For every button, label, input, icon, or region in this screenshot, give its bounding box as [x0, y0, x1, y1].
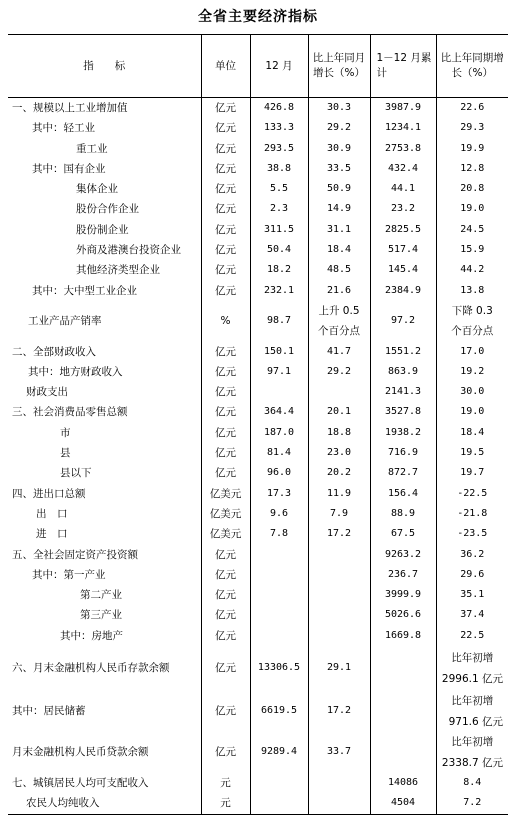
yoy-month-value: 7.9: [308, 504, 370, 524]
month-value: [250, 773, 308, 793]
unit-cell: 亿元: [201, 423, 250, 443]
cumulative-value: 2753.8: [370, 139, 436, 159]
unit-cell: 亿元: [201, 691, 250, 732]
indicator-name: 工业产品产销率: [28, 315, 102, 328]
yoy-cumulative-value: 19.9: [436, 139, 508, 159]
month-value: 293.5: [250, 139, 308, 159]
month-value: [250, 793, 308, 814]
cumulative-value: 517.4: [370, 240, 436, 260]
table-row: [8, 524, 508, 544]
unit-cell: 亿元: [201, 545, 250, 565]
indicator-name: 其中：国有企业: [32, 162, 106, 175]
yoy-cumulative-value: 13.8: [436, 281, 508, 301]
yoy-cumulative-value: 24.5: [436, 220, 508, 240]
unit-cell: 亿元: [201, 565, 250, 585]
cumulative-value: [370, 732, 436, 773]
indicator-name: 月末金融机构人民币贷款余额: [12, 746, 149, 759]
yoy-cumulative-value: 19.0: [436, 199, 508, 219]
month-value: 98.7: [250, 301, 308, 342]
table-row: [8, 362, 508, 382]
table-row: [8, 260, 508, 280]
indicator-name: 农民人均纯收入: [26, 797, 100, 810]
yoy-month-value: 29.2: [308, 118, 370, 138]
yoy-cumulative-value-line1: 比年初增: [451, 736, 494, 749]
unit-cell: 亿元: [201, 159, 250, 179]
table-row: [8, 484, 508, 504]
cumulative-value: 1551.2: [370, 342, 436, 362]
indicator-name: 五、全社会固定资产投资额: [12, 548, 138, 561]
yoy-month-value: 29.2: [308, 362, 370, 382]
month-value: 13306.5: [250, 646, 308, 691]
header-row: [8, 35, 508, 98]
table-row: [8, 773, 508, 793]
month-value: 38.8: [250, 159, 308, 179]
header-yoy-cumulative: 比上年同期增长（%）: [436, 35, 508, 98]
table-row: [8, 605, 508, 625]
table-row: [8, 585, 508, 605]
table-row: [8, 220, 508, 240]
table-row: [8, 463, 508, 483]
indicator-name: 其中：轻工业: [32, 122, 95, 135]
yoy-cumulative-value: 29.3: [436, 118, 508, 138]
month-value: 18.2: [250, 260, 308, 280]
unit-cell: 亿元: [201, 179, 250, 199]
table-row: [8, 646, 508, 691]
indicator-name: 其中：房地产: [60, 629, 123, 642]
cumulative-value: 1234.1: [370, 118, 436, 138]
yoy-month-value: 14.9: [308, 199, 370, 219]
table-row: [8, 402, 508, 422]
yoy-cumulative-value: 19.7: [436, 463, 508, 483]
indicator-name: 股份制企业: [76, 223, 129, 236]
month-value: 232.1: [250, 281, 308, 301]
header-yoy-month: 比上年同月增长（%）: [308, 35, 370, 98]
table-row: [8, 342, 508, 362]
month-value: [250, 565, 308, 585]
table-row: [8, 691, 508, 732]
yoy-cumulative-value-line1: 比年初增: [451, 652, 494, 665]
header-unit: 单位: [201, 35, 250, 98]
month-value: 81.4: [250, 443, 308, 463]
indicator-name: 财政支出: [26, 386, 68, 399]
month-value: [250, 626, 308, 646]
month-value: [250, 545, 308, 565]
table-row: [8, 504, 508, 524]
indicator-name: 出 口: [36, 507, 68, 520]
indicator-name: 七、城镇居民人均可支配收入: [12, 777, 149, 790]
yoy-month-value: [308, 585, 370, 605]
month-value: 6619.5: [250, 691, 308, 732]
cumulative-value: 872.7: [370, 463, 436, 483]
cumulative-value: 14086: [370, 773, 436, 793]
month-value: 311.5: [250, 220, 308, 240]
cumulative-value: 156.4: [370, 484, 436, 504]
month-value: 2.3: [250, 199, 308, 219]
yoy-cumulative-value: [436, 732, 508, 773]
indicator-name: 其他经济类型企业: [76, 264, 160, 277]
yoy-cumulative-value: [436, 301, 508, 342]
cumulative-value: 67.5: [370, 524, 436, 544]
indicator-name: 进 口: [36, 528, 68, 541]
yoy-month-value: [308, 565, 370, 585]
table-title: 全省主要经济指标: [198, 9, 318, 25]
yoy-month-value: 20.2: [308, 463, 370, 483]
month-value: 50.4: [250, 240, 308, 260]
unit-cell: %: [201, 301, 250, 342]
indicator-name: 其中：第一产业: [32, 568, 106, 581]
yoy-month-value: 11.9: [308, 484, 370, 504]
indicator-name: 一、规模以上工业增加值: [12, 102, 128, 114]
yoy-month-value: 17.2: [308, 524, 370, 544]
yoy-cumulative-value: 29.6: [436, 565, 508, 585]
table-row: [8, 199, 508, 219]
table-row: [8, 301, 508, 342]
indicator-name: 股份合作企业: [76, 203, 139, 216]
indicator-name: 四、进出口总额: [12, 487, 86, 500]
yoy-cumulative-value-line1: 下降 0.3: [451, 304, 493, 317]
month-value: 7.8: [250, 524, 308, 544]
indicator-name: 六、月末金融机构人民币存款余额: [12, 662, 170, 675]
table-row: [8, 139, 508, 159]
header-indicator: 指 标: [8, 35, 201, 98]
month-value: [250, 382, 308, 402]
yoy-cumulative-value-line2: 971.6 亿元: [448, 715, 503, 728]
cumulative-value: 145.4: [370, 260, 436, 280]
cumulative-value: 2825.5: [370, 220, 436, 240]
yoy-month-value: 18.8: [308, 423, 370, 443]
yoy-cumulative-value: 19.0: [436, 402, 508, 422]
indicator-name: 其中：居民储蓄: [12, 705, 86, 718]
unit-cell: 亿美元: [201, 484, 250, 504]
yoy-cumulative-value: 44.2: [436, 260, 508, 280]
unit-cell: 亿元: [201, 605, 250, 625]
yoy-month-value: 50.9: [308, 179, 370, 199]
unit-cell: 亿元: [201, 139, 250, 159]
month-value: [250, 605, 308, 625]
yoy-cumulative-value: 22.5: [436, 626, 508, 646]
unit-cell: 亿元: [201, 199, 250, 219]
month-value: [250, 585, 308, 605]
cumulative-value: 2384.9: [370, 281, 436, 301]
cumulative-value: 3527.8: [370, 402, 436, 422]
indicator-name: 其中：地方财政收入: [28, 365, 123, 378]
yoy-cumulative-value: [436, 691, 508, 732]
cumulative-value: 23.2: [370, 199, 436, 219]
unit-cell: 亿元: [201, 585, 250, 605]
yoy-month-value: [308, 545, 370, 565]
month-value: 426.8: [250, 98, 308, 119]
yoy-month-value: 23.0: [308, 443, 370, 463]
yoy-cumulative-value: 35.1: [436, 585, 508, 605]
month-value: 150.1: [250, 342, 308, 362]
unit-cell: 亿元: [201, 362, 250, 382]
yoy-cumulative-value: -22.5: [436, 484, 508, 504]
month-value: 17.3: [250, 484, 308, 504]
economic-indicators-table: [8, 34, 508, 815]
yoy-month-value: 33.7: [308, 732, 370, 773]
yoy-month-value: [308, 773, 370, 793]
month-value: 9.6: [250, 504, 308, 524]
indicator-name: 二、全部财政收入: [12, 345, 96, 358]
yoy-month-value: 30.3: [308, 98, 370, 119]
yoy-cumulative-value: 12.8: [436, 159, 508, 179]
cumulative-value: 5026.6: [370, 605, 436, 625]
unit-cell: 亿元: [201, 342, 250, 362]
yoy-month-value: [308, 382, 370, 402]
table-row: [8, 98, 508, 119]
yoy-month-value-line2: 个百分点: [318, 325, 360, 338]
yoy-cumulative-value: 7.2: [436, 793, 508, 814]
month-value: 96.0: [250, 463, 308, 483]
table-row: [8, 732, 508, 773]
table-row: [8, 281, 508, 301]
indicator-name: 三、社会消费品零售总额: [12, 406, 128, 419]
table-row: [8, 423, 508, 443]
yoy-cumulative-value: 19.5: [436, 443, 508, 463]
yoy-cumulative-value: [436, 646, 508, 691]
cumulative-value: 1938.2: [370, 423, 436, 443]
month-value: 97.1: [250, 362, 308, 382]
yoy-cumulative-value: 8.4: [436, 773, 508, 793]
yoy-month-value: [308, 793, 370, 814]
cumulative-value: 44.1: [370, 179, 436, 199]
table-row: [8, 118, 508, 138]
yoy-cumulative-value-line2: 2338.7 亿元: [441, 756, 503, 769]
yoy-cumulative-value-line2: 个百分点: [451, 325, 494, 338]
unit-cell: 亿元: [201, 626, 250, 646]
unit-cell: 亿元: [201, 118, 250, 138]
cumulative-value: 236.7: [370, 565, 436, 585]
cumulative-value: 863.9: [370, 362, 436, 382]
yoy-cumulative-value: 17.0: [436, 342, 508, 362]
header-cumulative: 1－12 月累 计: [370, 35, 436, 98]
unit-cell: 亿元: [201, 98, 250, 119]
cumulative-value: 9263.2: [370, 545, 436, 565]
indicator-name: 外商及港澳台投资企业: [76, 244, 181, 257]
yoy-cumulative-value: 37.4: [436, 605, 508, 625]
cumulative-value: 432.4: [370, 159, 436, 179]
cumulative-value: 1669.8: [370, 626, 436, 646]
indicator-name: 集体企业: [76, 183, 118, 196]
indicator-name: 重工业: [76, 142, 108, 155]
yoy-month-value: 18.4: [308, 240, 370, 260]
unit-cell: 亿元: [201, 281, 250, 301]
unit-cell: 元: [201, 793, 250, 814]
yoy-month-value: 30.9: [308, 139, 370, 159]
yoy-cumulative-value: -21.8: [436, 504, 508, 524]
yoy-cumulative-value: 30.0: [436, 382, 508, 402]
yoy-cumulative-value: 20.8: [436, 179, 508, 199]
indicator-name: 市: [60, 426, 71, 439]
yoy-month-value: 29.1: [308, 646, 370, 691]
yoy-cumulative-value: -23.5: [436, 524, 508, 544]
unit-cell: 亿元: [201, 463, 250, 483]
month-value: 9289.4: [250, 732, 308, 773]
table-row: [8, 240, 508, 260]
yoy-month-value: [308, 626, 370, 646]
unit-cell: 亿元: [201, 220, 250, 240]
yoy-cumulative-value-line2: 2996.1 亿元: [441, 672, 503, 685]
indicator-name: 县: [60, 447, 71, 460]
yoy-cumulative-value: 15.9: [436, 240, 508, 260]
table-row: [8, 382, 508, 402]
unit-cell: 亿美元: [201, 504, 250, 524]
unit-cell: 亿元: [201, 443, 250, 463]
unit-cell: 亿元: [201, 646, 250, 691]
unit-cell: 亿美元: [201, 524, 250, 544]
cumulative-value: 3987.9: [370, 98, 436, 119]
table-row: [8, 179, 508, 199]
table-row: [8, 545, 508, 565]
yoy-cumulative-value: 36.2: [436, 545, 508, 565]
yoy-month-value: 33.5: [308, 159, 370, 179]
month-value: 187.0: [250, 423, 308, 443]
month-value: 364.4: [250, 402, 308, 422]
table-row: [8, 565, 508, 585]
yoy-month-value: 20.1: [308, 402, 370, 422]
cumulative-value: 4504: [370, 793, 436, 814]
yoy-cumulative-value: 22.6: [436, 98, 508, 119]
cumulative-value: 2141.3: [370, 382, 436, 402]
table-row: [8, 793, 508, 814]
yoy-month-value-line1: 上升 0.5: [318, 304, 360, 317]
yoy-month-value: 41.7: [308, 342, 370, 362]
unit-cell: 亿元: [201, 382, 250, 402]
indicator-name: 第三产业: [80, 609, 122, 622]
yoy-cumulative-value: 18.4: [436, 423, 508, 443]
unit-cell: 亿元: [201, 240, 250, 260]
cumulative-value: 3999.9: [370, 585, 436, 605]
yoy-month-value: 21.6: [308, 281, 370, 301]
yoy-cumulative-value-line1: 比年初增: [451, 695, 494, 708]
unit-cell: 亿元: [201, 732, 250, 773]
month-value: 5.5: [250, 179, 308, 199]
cumulative-value: 97.2: [370, 301, 436, 342]
yoy-month-value: 17.2: [308, 691, 370, 732]
indicator-name: 县以下: [60, 467, 92, 480]
unit-cell: 亿元: [201, 260, 250, 280]
unit-cell: 亿元: [201, 402, 250, 422]
header-month: 12 月: [250, 35, 308, 98]
cumulative-value: [370, 646, 436, 691]
indicator-name: 第二产业: [80, 589, 122, 602]
yoy-month-value: [308, 605, 370, 625]
yoy-month-value: 31.1: [308, 220, 370, 240]
indicator-name: 其中：大中型工业企业: [32, 284, 137, 297]
cumulative-value: 716.9: [370, 443, 436, 463]
yoy-month-value: [308, 301, 370, 342]
table-row: [8, 443, 508, 463]
cumulative-value: 88.9: [370, 504, 436, 524]
month-value: 133.3: [250, 118, 308, 138]
unit-cell: 元: [201, 773, 250, 793]
table-row: [8, 626, 508, 646]
cumulative-value: [370, 691, 436, 732]
yoy-cumulative-value: 19.2: [436, 362, 508, 382]
yoy-month-value: 48.5: [308, 260, 370, 280]
table-row: [8, 159, 508, 179]
